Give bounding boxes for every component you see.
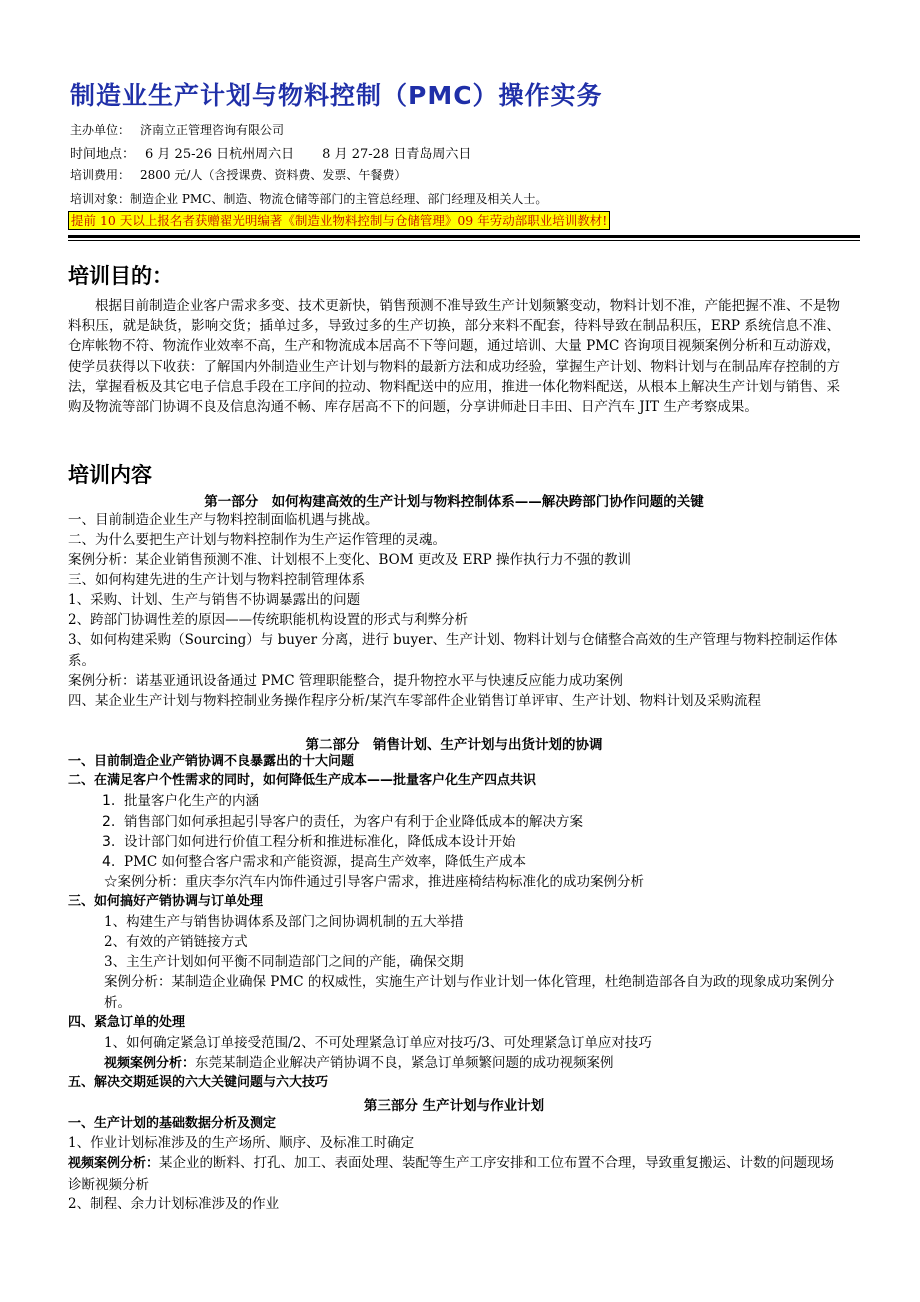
part2-section: 三、如何搞好产销协调与订单处理	[68, 894, 264, 909]
part2-section: 一、目前制造企业产销协调不良暴露出的十大问题	[68, 754, 355, 769]
fee-value: 2800 元/人（含授课费、资料费、发票、午餐费）	[140, 168, 407, 182]
divider-thick	[68, 235, 860, 238]
part2-video-case	[104, 1053, 614, 1074]
part2-subitem: 3、主生产计划如何平衡不同制造部门之间的产能，确保交期	[104, 954, 464, 970]
item-text: PMC 如何整合客户需求和产能资源，提高生产效率，降低生产成本	[124, 854, 527, 870]
item-number: 1.	[102, 793, 116, 809]
part1-item: 二、为什么要把生产计划与物料控制作为生产运作管理的灵魂。	[68, 532, 446, 548]
promotion-notice: 提前 10 天以上报名者获赠翟光明编著《制造业物料控制与仓储管理》09 年劳动部职业培训教材!	[68, 211, 610, 230]
part2-case: 案例分析：某制造企业确保 PMC 的权威性，实施生产计划与作业计划一体化管理，杜绝制造部各自为政的现象成功案例分析。	[104, 974, 835, 1011]
organizer-value: 济南立正管理咨询有限公司	[140, 123, 285, 137]
part2-subitem: 1、构建生产与销售协调体系及部门之间协调机制的五大举措	[104, 914, 464, 930]
time-line	[70, 143, 471, 162]
part3-subitem: 2、制程、余力计划标准涉及的作业	[68, 1196, 280, 1212]
part1-title: 第一部分 如何构建高效的生产计划与物料控制体系——解决跨部门协作问题的关键	[204, 494, 704, 510]
organizer-line	[70, 121, 284, 138]
part2-section: 五、解决交期延误的六大关键问题与六大技巧	[68, 1075, 329, 1090]
part1-case: 案例分析：诺基亚通讯设备通过 PMC 管理职能整合，提升物控水平与快速反应能力成功案例	[68, 673, 623, 689]
fee-line	[70, 166, 406, 183]
part2-subitem: 1、如何确定紧急订单接受范围/2、不可处理紧急订单应对技巧/3、可处理紧急订单应对技巧	[104, 1035, 652, 1051]
part3-section: 一、生产计划的基础数据分析及测定	[68, 1116, 277, 1131]
time-label: 时间地点：	[70, 147, 136, 162]
item-text: 销售部门如何承担起引导客户的责任，为客户有利于企业降低成本的解决方案	[124, 814, 583, 830]
video-case-label: 视频案例分析：	[68, 1156, 160, 1171]
purpose-paragraph: 根据目前制造企业客户需求多变、技术更新快，销售预测不准导致生产计划频繁变动，物料计划不准，产能把握不准、不是物料积压，就是缺货，影响交货；插单过多，导致过多的生产切换，部分来料不配套，待料导致在制品积压，ERP 系统信息不准、仓库帐物不符、物流作业效率不高，生产和物流成本居高不下等问题，通过培训、大量 PMC 咨询项目视频案例分析和互动游戏，使学员获得以下收获：了解国内外制造业生产计划与物料的最新方法和成功经验，掌握生产计划、物料计划与在制品库存控制的方法，掌握看板及其它电子信息手段在工序间的拉动、物料配送中的应用，推进一体化物料配送，从根本上解决生产计划与销售、采购及物流等部门协调不良及信息沟通不畅、库存居高不下的问题，分享讲师赴日丰田、日产汽车 JIT 生产考察成果。	[68, 298, 840, 416]
part3-video-case	[68, 1153, 840, 1195]
part2-numbered-item	[102, 832, 516, 852]
part1-item: 三、如何构建先进的生产计划与物料控制管理体系	[68, 572, 365, 588]
purpose-heading: 培训目的：	[68, 264, 173, 288]
part1-case: 案例分析：某企业销售预测不准、计划根不上变化、BOM 更改及 ERP 操作执行力不强的教训	[68, 552, 632, 568]
part2-subitem: 2、有效的产销链接方式	[104, 934, 248, 950]
part2-numbered-item	[102, 852, 526, 872]
part3-subitem: 1、作业计划标准涉及的生产场所、顺序、及标准工时确定	[68, 1135, 415, 1151]
audience-line: 培训对象：制造企业 PMC、制造、物流仓储等部门的主管总经理、部门经理及相关人士。	[70, 192, 548, 206]
time-qingdao: 8 月 27-28 日青岛周六日	[322, 147, 472, 162]
fee-label: 培训费用：	[70, 168, 131, 182]
content-heading: 培训内容	[68, 463, 152, 487]
part1-subitem: 3、如何构建采购（Sourcing）与 buyer 分离，进行 buyer、生产计划、物料计划与仓储整合高效的生产管理与物料控制运作体系。	[68, 632, 838, 669]
part2-star-case: ☆案例分析：重庆李尔汽车内饰件通过引导客户需求，推进座椅结构标准化的成功案例分析	[104, 874, 644, 890]
item-text: 批量客户化生产的内涵	[124, 793, 259, 809]
organizer-label: 主办单位：	[70, 123, 131, 137]
video-case-label: 视频案例分析：	[104, 1056, 196, 1071]
part1-item: 一、目前制造企业生产与物料控制面临机遇与挑战。	[68, 512, 379, 528]
item-number: 2.	[102, 814, 116, 830]
video-case-text: 东莞某制造企业解决产销协调不良，紧急订单频繁问题的成功视频案例	[195, 1055, 614, 1071]
item-number: 4.	[102, 854, 116, 870]
divider-thin	[68, 240, 860, 241]
part1-subitem: 1、采购、计划、生产与销售不协调暴露出的问题	[68, 592, 361, 608]
item-text: 设计部门如何进行价值工程分析和推进标准化，降低成本设计开始	[124, 834, 516, 850]
part3-title: 第三部分 生产计划与作业计划	[363, 1098, 545, 1114]
part2-numbered-item	[102, 791, 259, 811]
item-number: 3.	[102, 834, 116, 850]
part2-section: 二、在满足客户个性需求的同时，如何降低生产成本——批量客户化生产四点共识	[68, 773, 537, 788]
part1-item: 四、某企业生产计划与物料控制业务操作程序分析/某汽车零部件企业销售订单评审、生产计划、物料计划及采购流程	[68, 693, 762, 709]
time-hangzhou: 6 月 25-26 日杭州周六日	[145, 147, 295, 162]
part2-numbered-item	[102, 812, 583, 832]
part2-title: 第二部分 销售计划、生产计划与出货计划的协调	[305, 737, 603, 753]
part2-section: 四、紧急订单的处理	[68, 1015, 186, 1030]
document-title: 制造业生产计划与物料控制（PMC）操作实务	[70, 81, 603, 110]
part1-subitem: 2、跨部门协调性差的原因——传统职能机构设置的形式与利弊分析	[68, 612, 469, 628]
video-case-text: 某企业的断料、打孔、加工、表面处理、装配等生产工序安排和工位布置不合理，导致重复搬运、计数的问题现场诊断视频分析	[68, 1155, 835, 1193]
